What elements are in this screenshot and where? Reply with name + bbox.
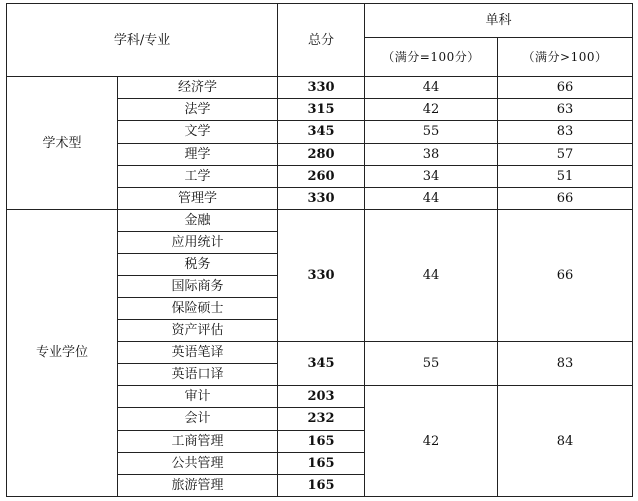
- total-cell: 345: [278, 121, 365, 143]
- single-gt100-cell: 51: [498, 165, 633, 187]
- single-gt100-cell: 63: [498, 99, 633, 121]
- single-100-cell: 42: [365, 99, 498, 121]
- single-gt100-cell: 84: [498, 386, 633, 497]
- subject-cell: 税务: [118, 253, 278, 275]
- subject-cell: 旅游管理: [118, 474, 278, 496]
- single-gt100-cell: 66: [498, 209, 633, 341]
- subject-cell: 经济学: [118, 77, 278, 99]
- single-gt100-cell: 57: [498, 143, 633, 165]
- total-cell: 330: [278, 209, 365, 341]
- header-full-gt100: （满分>100）: [498, 38, 633, 77]
- total-cell: 280: [278, 143, 365, 165]
- subject-cell: 英语口译: [118, 364, 278, 386]
- total-cell: 165: [278, 430, 365, 452]
- subject-cell: 法学: [118, 99, 278, 121]
- subject-cell: 公共管理: [118, 452, 278, 474]
- single-100-cell: 55: [365, 342, 498, 386]
- total-cell: 330: [278, 187, 365, 209]
- single-gt100-cell: 83: [498, 121, 633, 143]
- header-row: [7, 4, 633, 38]
- table-row: [7, 209, 633, 231]
- subject-cell: 应用统计: [118, 231, 278, 253]
- group-label-academic: 学术型: [7, 77, 118, 209]
- header-subject-major: 学科/专业: [7, 4, 278, 77]
- subject-cell: 英语笔译: [118, 342, 278, 364]
- total-cell: 345: [278, 342, 365, 386]
- single-gt100-cell: 83: [498, 342, 633, 386]
- subject-cell: 工商管理: [118, 430, 278, 452]
- single-100-cell: 34: [365, 165, 498, 187]
- header-full-100: （满分=100分）: [365, 38, 498, 77]
- subject-cell: 金融: [118, 209, 278, 231]
- subject-cell: 保险硕士: [118, 298, 278, 320]
- score-table: [6, 3, 633, 497]
- total-cell: 330: [278, 77, 365, 99]
- total-cell: 232: [278, 408, 365, 430]
- subject-cell: 管理学: [118, 187, 278, 209]
- subject-cell: 理学: [118, 143, 278, 165]
- subject-cell: 文学: [118, 121, 278, 143]
- subject-cell: 会计: [118, 408, 278, 430]
- header-single: 单科: [365, 4, 633, 38]
- single-100-cell: 38: [365, 143, 498, 165]
- subject-cell: 国际商务: [118, 275, 278, 297]
- header-total: 总分: [278, 4, 365, 77]
- total-cell: 165: [278, 474, 365, 496]
- total-cell: 315: [278, 99, 365, 121]
- single-100-cell: 42: [365, 386, 498, 497]
- total-cell: 165: [278, 452, 365, 474]
- subject-cell: 资产评估: [118, 320, 278, 342]
- single-100-cell: 44: [365, 77, 498, 99]
- subject-cell: 审计: [118, 386, 278, 408]
- table-row: [7, 77, 633, 99]
- single-100-cell: 44: [365, 209, 498, 341]
- single-gt100-cell: 66: [498, 187, 633, 209]
- total-cell: 203: [278, 386, 365, 408]
- single-gt100-cell: 66: [498, 77, 633, 99]
- single-100-cell: 44: [365, 187, 498, 209]
- group-label-professional: 专业学位: [7, 209, 118, 496]
- single-100-cell: 55: [365, 121, 498, 143]
- subject-cell: 工学: [118, 165, 278, 187]
- total-cell: 260: [278, 165, 365, 187]
